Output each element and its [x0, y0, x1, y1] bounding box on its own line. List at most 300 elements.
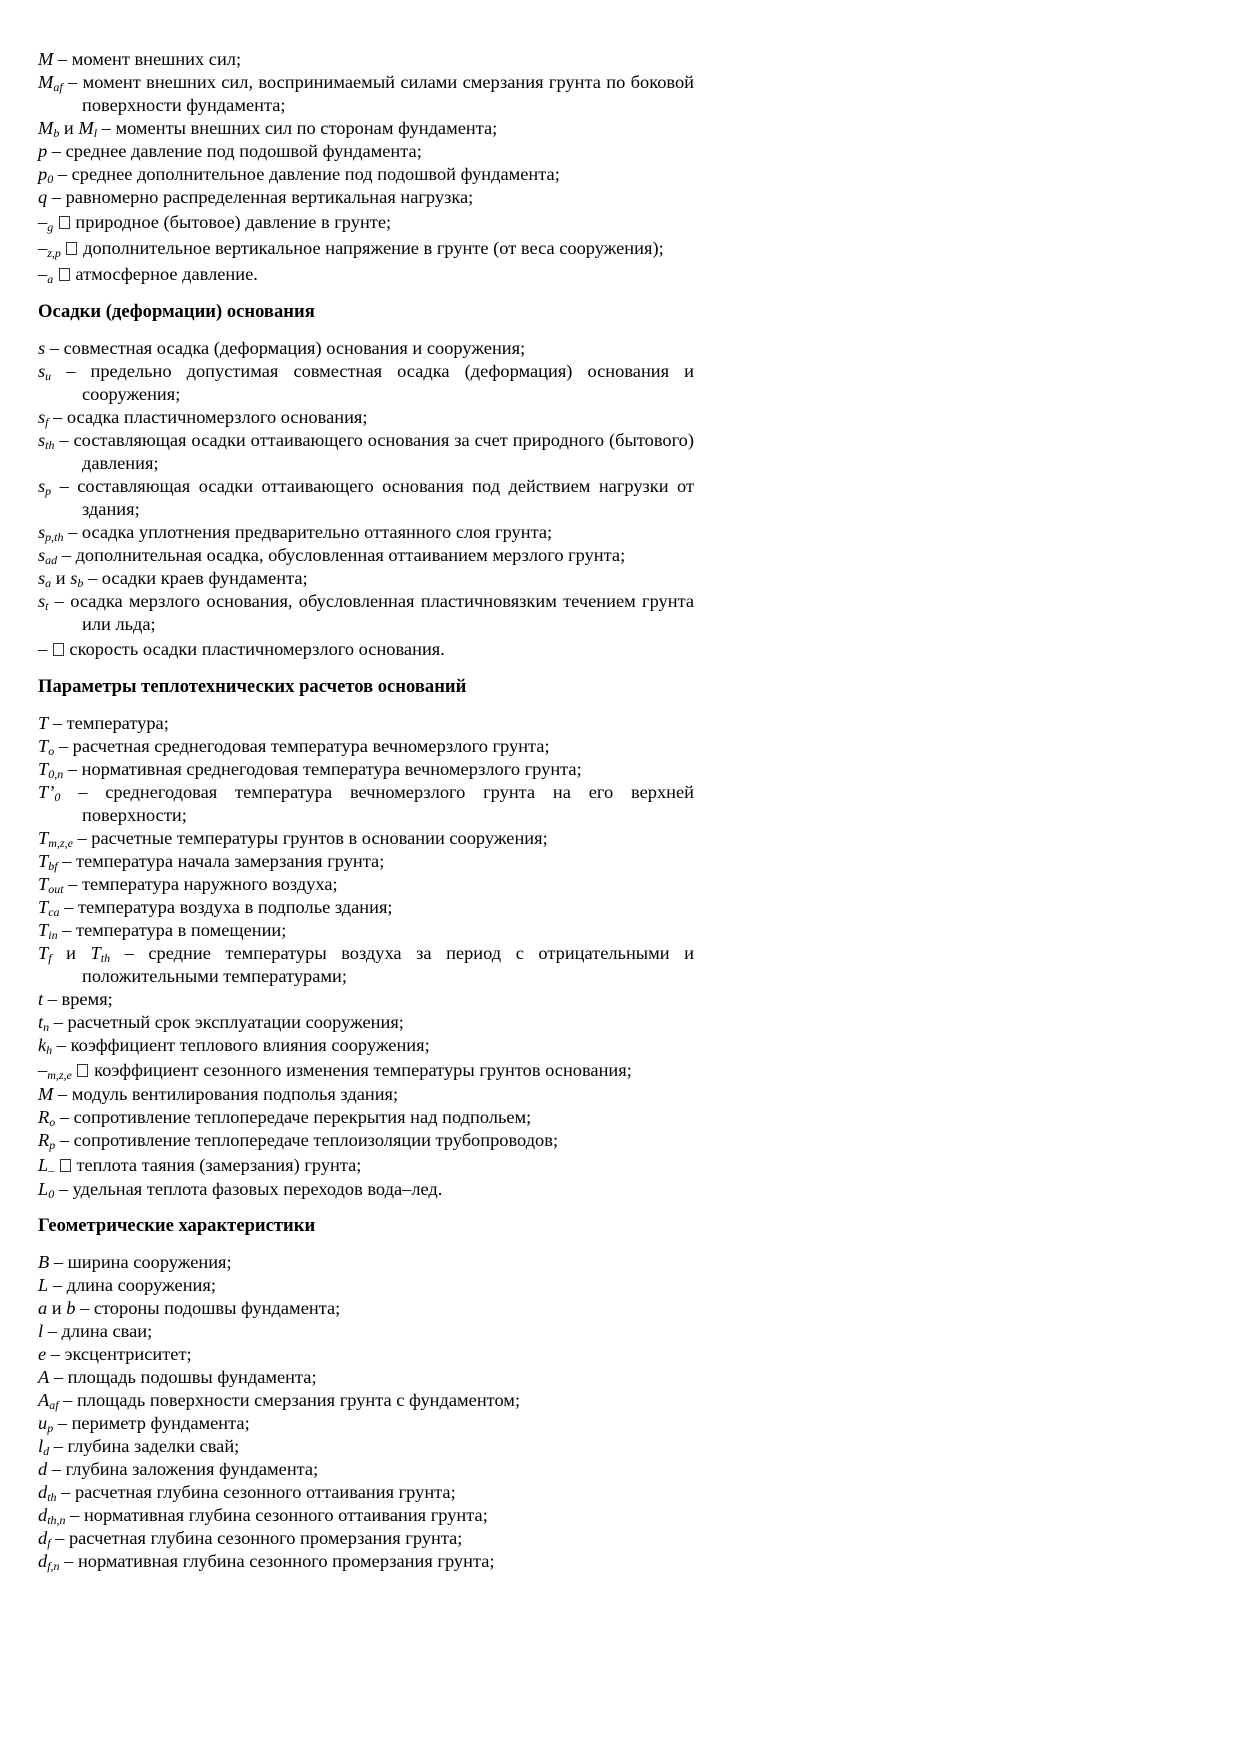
symbol-letter: L — [38, 1179, 49, 1199]
symbol-letter: s — [38, 338, 46, 358]
symbol-subscript: m,z,e — [48, 836, 73, 850]
notation-entry — [38, 1178, 694, 1201]
entry-separator: – — [53, 49, 72, 69]
symbol-letter: T — [38, 897, 49, 917]
symbol-subscript: af — [53, 80, 63, 94]
symbol-letter: M — [38, 49, 54, 69]
notation-symbol — [38, 407, 49, 427]
notation-symbol — [78, 118, 97, 138]
notation-symbol — [38, 1130, 55, 1150]
entry-separator: – — [54, 430, 74, 450]
entry-separator: – — [43, 1321, 62, 1341]
symbol-subscript: 0 — [47, 172, 54, 186]
notation-entry — [38, 1057, 694, 1083]
symbol-subscript: out — [48, 882, 64, 896]
symbol-letter: M — [78, 118, 94, 138]
symbol-subscript: m,z,e — [47, 1068, 72, 1082]
notation-entry — [38, 942, 694, 988]
missing-glyph-icon — [77, 1064, 88, 1077]
entry-description: расчетная среднегодовая температура вечномерзлого грунта; — [72, 736, 550, 756]
entry-description: равномерно распределенная вертикальная нагрузка; — [65, 187, 474, 207]
notation-entry — [38, 1550, 694, 1573]
entry-description: средние температуры воздуха за период с отрицательными и положительными температурами; — [82, 943, 695, 986]
symbol-letter: a — [38, 1298, 48, 1318]
entry-description: среднегодовая температура вечномерзлого грунта на его верхней поверхности; — [82, 782, 694, 825]
entry-separator: – — [54, 736, 73, 756]
notation-entry — [38, 1481, 694, 1504]
symbol-letter: T’ — [38, 782, 55, 802]
symbol-subscript: th,n — [47, 1513, 66, 1527]
symbol-letter: A — [38, 1367, 50, 1387]
notation-symbol — [38, 1084, 53, 1104]
symbol-letter: d — [38, 1528, 48, 1548]
symbol-subscript: p — [47, 1421, 54, 1435]
symbol-subscript: f,n — [47, 1559, 60, 1573]
symbol-letter: l — [38, 1436, 44, 1456]
notation-symbol — [38, 897, 60, 917]
symbol-letter: T — [38, 736, 49, 756]
entry-separator: – — [83, 568, 102, 588]
notation-symbol — [38, 264, 53, 284]
entry-separator: – — [45, 338, 64, 358]
symbol-subscript: ca — [48, 905, 60, 919]
notation-symbol — [38, 1155, 54, 1175]
notation-symbol — [38, 1035, 52, 1055]
document-section — [38, 300, 694, 662]
entry-description: глубина заделки свай; — [67, 1436, 240, 1456]
notation-entry — [38, 1083, 694, 1106]
symbol-letter: R — [38, 1130, 50, 1150]
entry-separator: – — [63, 759, 82, 779]
entry-description: стороны подошвы фундамента; — [93, 1298, 341, 1318]
entry-separator: – — [97, 118, 116, 138]
entry-description: осадки краев фундамента; — [101, 568, 308, 588]
entry-separator: – — [46, 1344, 65, 1364]
symbol-subscript: 0,n — [48, 767, 64, 781]
entry-separator: – — [75, 1298, 94, 1318]
entry-description: расчетный срок эксплуатации сооружения; — [67, 1012, 404, 1032]
entry-separator: – — [59, 897, 78, 917]
symbol-letter: s — [38, 361, 46, 381]
notation-entry — [38, 590, 694, 636]
symbol-letter: s — [38, 476, 46, 496]
symbol-subscript: f — [47, 1536, 51, 1550]
symbol-letter: b — [66, 1298, 76, 1318]
notation-entry — [38, 1152, 694, 1178]
missing-glyph-icon — [53, 643, 64, 656]
entry-description: нормативная глубина сезонного оттаивания грунта; — [83, 1505, 488, 1525]
symbol-letter: T — [38, 874, 49, 894]
notation-entry — [38, 781, 694, 827]
notation-entry — [38, 117, 694, 140]
notation-symbol — [38, 736, 54, 756]
entry-description: скорость осадки пластичномерзлого основания. — [69, 639, 445, 659]
symbol-letter: T — [38, 920, 49, 940]
notation-symbol — [38, 759, 63, 779]
notation-entry — [38, 919, 694, 942]
notation-entry — [38, 475, 694, 521]
notation-symbol — [70, 568, 83, 588]
notation-entry — [38, 429, 694, 475]
entry-description: теплота таяния (замерзания) грунта; — [76, 1155, 362, 1175]
notation-symbol — [38, 1528, 51, 1548]
symbol-letter: T — [38, 851, 49, 871]
entry-description: нормативная среднегодовая температура вечномерзлого грунта; — [81, 759, 582, 779]
entry-separator: – — [43, 989, 62, 1009]
symbol-subscript: th — [47, 1490, 57, 1504]
symbol-letter: s — [38, 430, 46, 450]
entry-description: расчетная глубина сезонного промерзания грунта; — [68, 1528, 463, 1548]
notation-entry — [38, 261, 694, 287]
notation-symbol — [38, 361, 51, 381]
entry-description: нормативная глубина сезонного промерзания грунта; — [77, 1551, 495, 1571]
notation-entry — [38, 1343, 694, 1366]
entry-separator: – — [63, 874, 82, 894]
notation-entry — [38, 406, 694, 429]
symbol-letter: q — [38, 187, 48, 207]
document-section — [38, 1214, 694, 1573]
entry-description: ширина сооружения; — [67, 1252, 232, 1272]
entry-description: коэффициент теплового влияния сооружения; — [70, 1035, 430, 1055]
notation-entry — [38, 544, 694, 567]
symbol-subscript: th — [45, 438, 55, 452]
symbol-conjunction: и — [59, 118, 79, 138]
entry-separator: – — [57, 920, 76, 940]
symbol-subscript: h — [46, 1043, 53, 1057]
symbol-subscript: u — [45, 369, 52, 383]
entry-description: удельная теплота фазовых переходов вода–лед. — [72, 1179, 443, 1199]
symbol-subscript: in — [48, 928, 58, 942]
notation-symbol — [38, 920, 58, 940]
notation-symbol — [38, 1012, 49, 1032]
notation-symbol — [38, 238, 61, 258]
notation-entry — [38, 1034, 694, 1057]
notation-symbol — [38, 141, 47, 161]
symbol-letter: – — [38, 212, 48, 232]
entry-separator: – — [48, 713, 67, 733]
section-heading: Геометрические характеристики — [38, 1215, 316, 1236]
entry-separator: – — [50, 1528, 69, 1548]
notation-entry — [38, 1504, 694, 1527]
entry-separator: – — [47, 1459, 66, 1479]
notation-symbol — [38, 1275, 48, 1295]
notation-symbol — [38, 1060, 72, 1080]
symbol-conjunction: и — [51, 568, 71, 588]
notation-entry — [38, 1251, 694, 1274]
notation-symbol — [38, 828, 73, 848]
missing-glyph-icon — [60, 1159, 71, 1172]
entry-separator: – — [54, 1179, 73, 1199]
entry-description: природное (бытовое) давление в грунте; — [75, 212, 392, 232]
symbol-subscript: b — [53, 126, 60, 140]
section-heading: Осадки (деформации) основания — [38, 301, 315, 322]
entry-description: среднее дополнительное давление под подошвой фундамента; — [71, 164, 560, 184]
notation-entry — [38, 636, 694, 662]
notation-entry — [38, 1274, 694, 1297]
entry-separator: – — [53, 164, 72, 184]
symbol-subscript: bf — [48, 859, 58, 873]
entry-description: предельно допустимая совместная осадка (деформация) основания и сооружения; — [82, 361, 694, 404]
symbol-letter: L — [38, 1275, 49, 1295]
entry-separator: – — [57, 851, 76, 871]
symbol-subscript: g — [47, 220, 54, 234]
notation-symbol — [38, 782, 60, 802]
notation-entry — [38, 827, 694, 850]
symbol-letter: – — [38, 1060, 48, 1080]
symbol-subscript: n — [43, 1020, 50, 1034]
symbol-subscript: o — [49, 1115, 56, 1129]
entry-description: площадь подошвы фундамента; — [67, 1367, 317, 1387]
document-page — [38, 48, 694, 1573]
entry-separator: – — [51, 361, 91, 381]
symbol-subscript: 0 — [48, 1187, 55, 1201]
entry-description: моменты внешних сил по сторонам фундамента; — [115, 118, 498, 138]
notation-entry — [38, 850, 694, 873]
notation-symbol — [38, 430, 55, 450]
symbol-subscript: z,p — [47, 246, 61, 260]
symbol-letter: s — [70, 568, 78, 588]
notation-entry — [38, 521, 694, 544]
entry-description: коэффициент сезонного изменения температуры грунтов основания; — [94, 1060, 632, 1080]
entry-separator: – — [49, 1252, 68, 1272]
entry-separator: – — [65, 1505, 84, 1525]
entry-description: периметр фундамента; — [71, 1413, 250, 1433]
notation-symbol — [38, 1482, 57, 1502]
symbol-letter: s — [38, 522, 46, 542]
entry-separator: – — [49, 1367, 68, 1387]
symbol-letter: t — [38, 1012, 44, 1032]
notation-entry — [38, 186, 694, 209]
symbol-subscript: ad — [45, 553, 58, 567]
symbol-letter: T — [90, 943, 101, 963]
entry-description: осадка мерзлого основания, обусловленная пластичновязким течением грунта или льда; — [70, 591, 694, 634]
entry-description: составляющая осадки оттаивающего основания за счет природного (бытового) давления; — [73, 430, 694, 473]
document-section — [38, 675, 694, 1201]
notation-entry — [38, 735, 694, 758]
symbol-subscript: d — [43, 1444, 50, 1458]
symbol-subscript: – — [48, 1163, 55, 1177]
symbol-letter: d — [38, 1482, 48, 1502]
symbol-subscript: f — [45, 415, 49, 429]
section-heading: Параметры теплотехнических расчетов оснований — [38, 676, 467, 697]
notation-symbol — [38, 118, 59, 138]
symbol-letter: d — [38, 1505, 48, 1525]
notation-entry — [38, 71, 694, 117]
notation-symbol — [38, 72, 63, 92]
notation-symbol — [38, 591, 49, 611]
notation-entry — [38, 337, 694, 360]
entry-description: среднее давление под подошвой фундамента; — [65, 141, 422, 161]
entry-description: площадь поверхности смерзания грунта с фундаментом; — [76, 1390, 521, 1410]
notation-entry — [38, 1458, 694, 1481]
notation-symbol — [38, 1298, 47, 1318]
notation-entry — [38, 1435, 694, 1458]
notation-entry — [38, 1129, 694, 1152]
notation-symbol — [38, 874, 64, 894]
symbol-subscript: f — [48, 951, 52, 965]
entry-separator: – — [49, 1436, 68, 1456]
symbol-conjunction: и — [51, 943, 91, 963]
entry-separator: – — [59, 1551, 78, 1571]
notation-entry — [38, 712, 694, 735]
symbol-letter: t — [38, 989, 44, 1009]
symbol-letter: B — [38, 1252, 50, 1272]
symbol-letter: M — [38, 118, 54, 138]
symbol-letter: L — [38, 1155, 49, 1175]
notation-entry — [38, 140, 694, 163]
symbol-subscript: af — [49, 1398, 59, 1412]
notation-symbol — [38, 568, 51, 588]
symbol-letter: T — [38, 943, 49, 963]
entry-separator: – — [55, 1107, 74, 1127]
symbol-letter: u — [38, 1413, 48, 1433]
notation-symbol — [38, 1252, 49, 1272]
notation-symbol — [38, 164, 53, 184]
entry-description: составляющая осадки оттаивающего основания под действием нагрузки от здания; — [77, 476, 694, 519]
notation-symbol — [91, 943, 111, 963]
entry-separator: – — [110, 943, 149, 963]
symbol-letter: A — [38, 1390, 50, 1410]
entry-separator: – — [53, 1084, 72, 1104]
symbol-letter: e — [38, 1344, 47, 1364]
notation-symbol — [38, 943, 52, 963]
notation-entry — [38, 1366, 694, 1389]
notation-entry — [38, 988, 694, 1011]
symbol-letter: s — [38, 591, 46, 611]
symbol-letter: s — [38, 568, 46, 588]
symbol-letter: T — [38, 713, 49, 733]
entry-description: сопротивление теплопередаче перекрытия над подпольем; — [73, 1107, 532, 1127]
notation-entry — [38, 209, 694, 235]
notation-symbol — [38, 212, 53, 232]
symbol-subscript: a — [47, 272, 54, 286]
entry-description: эксцентриситет; — [64, 1344, 192, 1364]
notation-symbol — [38, 476, 51, 496]
notation-entry — [38, 896, 694, 919]
notation-symbol — [38, 187, 47, 207]
symbol-letter: s — [38, 545, 46, 565]
entry-separator: – — [53, 1413, 72, 1433]
symbol-letter: – — [38, 639, 48, 659]
symbol-letter: d — [38, 1551, 48, 1571]
symbol-subscript: th — [100, 951, 111, 965]
entry-description: дополнительное вертикальное напряжение в грунте (от веса сооружения); — [83, 238, 664, 258]
symbol-subscript: l — [93, 126, 98, 140]
symbol-letter: l — [38, 1321, 44, 1341]
symbol-letter: – — [38, 238, 48, 258]
notation-entry — [38, 1106, 694, 1129]
entry-separator: – — [58, 1390, 77, 1410]
entry-separator: – — [47, 187, 66, 207]
symbol-subscript: 0 — [54, 790, 61, 804]
symbol-letter: M — [38, 72, 54, 92]
notation-entry — [38, 1011, 694, 1034]
notation-symbol — [38, 545, 57, 565]
entry-separator: – — [55, 1130, 74, 1150]
entry-description: длина сваи; — [61, 1321, 153, 1341]
notation-symbol — [38, 49, 53, 69]
entry-description: момент внешних сил; — [71, 49, 242, 69]
entry-separator: – — [52, 1035, 71, 1055]
symbol-letter: T — [38, 759, 49, 779]
entry-description: сопротивление теплопередаче теплоизоляции трубопроводов; — [73, 1130, 559, 1150]
symbol-subscript: t — [45, 599, 49, 613]
symbol-letter: R — [38, 1107, 50, 1127]
notation-symbol — [38, 1367, 49, 1387]
notation-symbol — [38, 1390, 59, 1410]
symbol-letter: d — [38, 1459, 48, 1479]
symbol-subscript: p,th — [45, 530, 64, 544]
notation-symbol — [38, 1459, 47, 1479]
notation-entry — [38, 1412, 694, 1435]
symbol-letter: – — [38, 264, 48, 284]
symbol-subscript: a — [45, 576, 52, 590]
entry-separator: – — [63, 522, 82, 542]
notation-entry — [38, 360, 694, 406]
entry-description: атмосферное давление. — [75, 264, 258, 284]
entry-separator: – — [60, 782, 106, 802]
entry-description: расчетные температуры грунтов в основании сооружения; — [91, 828, 548, 848]
entry-description: осадка пластичномерзлого основания; — [66, 407, 368, 427]
notation-entry — [38, 758, 694, 781]
notation-symbol — [38, 1179, 54, 1199]
entry-description: осадка уплотнения предварительно оттаянного слоя грунта; — [81, 522, 553, 542]
entry-separator: – — [51, 476, 78, 496]
symbol-letter: s — [38, 407, 46, 427]
notation-entry — [38, 1320, 694, 1343]
notation-entry — [38, 567, 694, 590]
entry-separator: – — [48, 591, 71, 611]
notation-symbol — [38, 1107, 55, 1127]
notation-symbol — [38, 1436, 49, 1456]
symbol-letter: p — [38, 164, 48, 184]
missing-glyph-icon — [66, 242, 77, 255]
entry-separator: – — [48, 1275, 67, 1295]
missing-glyph-icon — [59, 268, 70, 281]
entry-description: модуль вентилирования подполья здания; — [71, 1084, 399, 1104]
entry-separator: – — [56, 1482, 75, 1502]
entry-description: температура начала замерзания грунта; — [75, 851, 385, 871]
symbol-subscript: b — [77, 576, 84, 590]
notation-symbol — [38, 1344, 46, 1364]
symbol-letter: k — [38, 1035, 47, 1055]
notation-entry — [38, 235, 694, 261]
notation-symbol — [38, 522, 64, 542]
entry-separator: – — [57, 545, 76, 565]
notation-symbol — [38, 1413, 53, 1433]
notation-entry — [38, 1389, 694, 1412]
entry-description: момент внешних сил, воспринимаемый силами смерзания грунта по боковой поверхности фундамента; — [82, 72, 695, 115]
entry-description: температура воздуха в подполье здания; — [77, 897, 393, 917]
symbol-letter: M — [38, 1084, 54, 1104]
entry-description: температура наружного воздуха; — [81, 874, 338, 894]
symbol-letter: T — [38, 828, 49, 848]
symbol-letter: p — [38, 141, 48, 161]
entry-separator: – — [72, 828, 92, 848]
entry-separator: – — [49, 1012, 68, 1032]
entry-description: время; — [61, 989, 113, 1009]
entry-description: расчетная глубина сезонного оттаивания грунта; — [74, 1482, 456, 1502]
notation-symbol — [38, 1505, 66, 1525]
entry-separator: – — [48, 407, 67, 427]
notation-symbol — [38, 1551, 60, 1571]
entry-description: длина сооружения; — [66, 1275, 216, 1295]
symbol-subscript: p — [49, 1138, 56, 1152]
document-section — [38, 48, 694, 287]
notation-entry — [38, 48, 694, 71]
notation-symbol — [38, 851, 58, 871]
missing-glyph-icon — [59, 216, 70, 229]
